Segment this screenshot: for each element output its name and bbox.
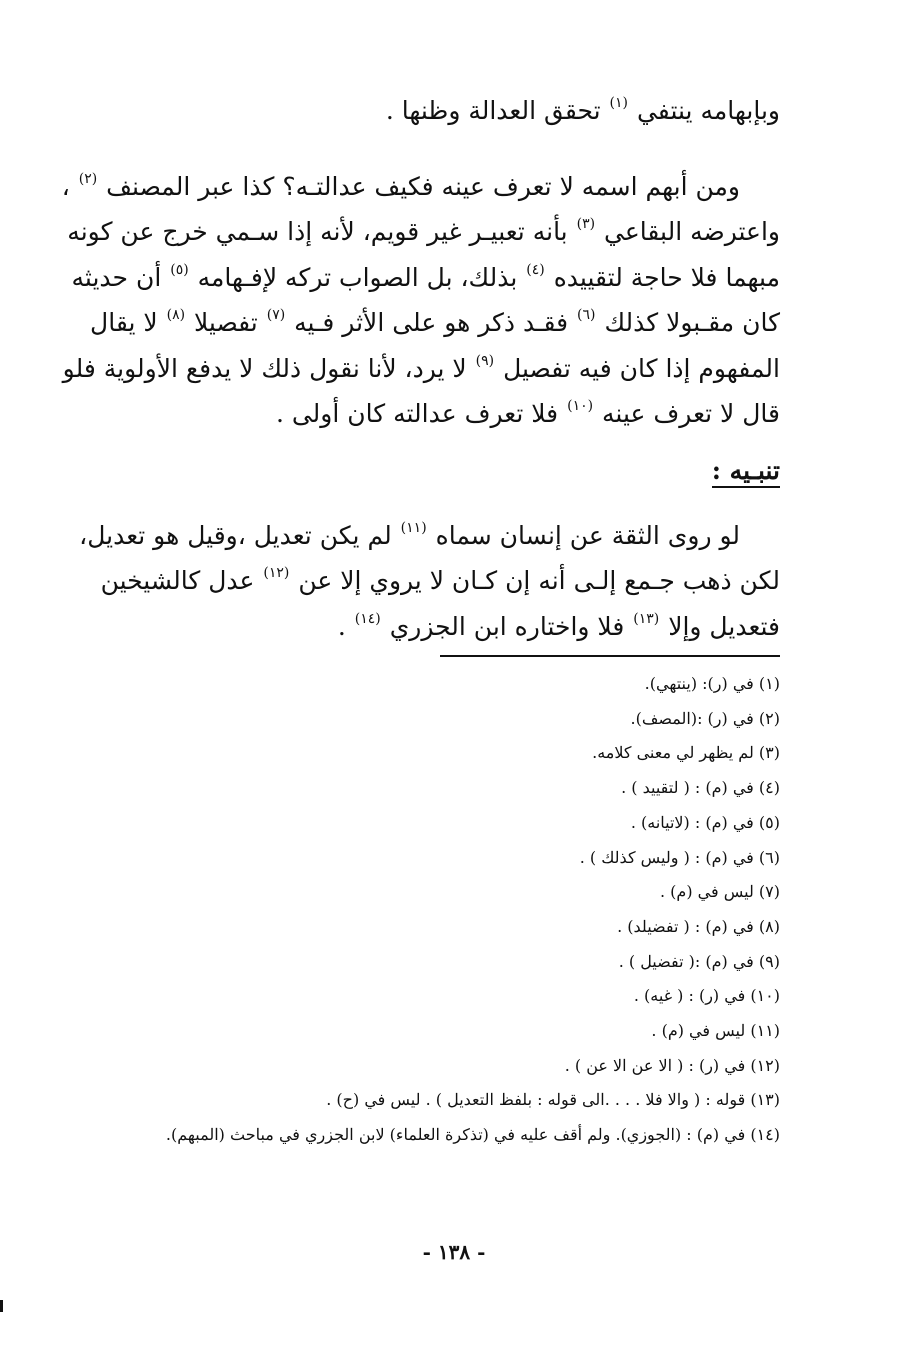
text-segment: لا يرد، لأنا نقول ذلك لا يدفع الأولوية فلو — [62, 353, 467, 383]
footnote-item: (٤) في (م) : ( لتقييد ) . — [621, 778, 780, 798]
page-body — [61, 88, 780, 1153]
text-segment: كان مقـبولا كذلك — [604, 308, 780, 337]
footnote-ref: (١٣) — [633, 610, 660, 627]
scan-edge-mark — [0, 1300, 3, 1312]
text-line — [64, 88, 780, 134]
text-segment: فلا تعرف عدالته كان أولى . — [275, 399, 559, 428]
text-line — [64, 558, 780, 604]
text-segment: فقـد ذكر هو على الأثر فـيه — [294, 308, 569, 337]
text-segment: بذلك، بل الصواب تركه لإفـهامه — [197, 262, 518, 292]
footnote-ref: (٦) — [577, 307, 596, 323]
footnote-item: (٦) في (م) : ( وليس كذلك ) . — [579, 847, 780, 867]
footnote-item: (٧) ليس في (م) . — [660, 882, 780, 902]
text-segment: . — [337, 611, 346, 641]
text-segment: بأنه تعبيـر غير قويم، لأنه إذا سـمي خرج عن كونه — [67, 217, 568, 246]
footnote-item: (١٣) قوله : ( والا فلا . . . .الى قوله : بلفظ التعديل ) . ليس في (ح) . — [326, 1090, 780, 1110]
footnote-item: (١) في (ر): (ينتهي). — [644, 674, 780, 693]
footnote-item: (١١) ليس في (م) . — [651, 1021, 780, 1041]
text-segment: تحقق العدالة وظنها . — [385, 96, 601, 125]
footnote-item: (٨) في (م) : ( تفضيلد) . — [617, 916, 780, 936]
footnote-item: (٩) في (م) :( تفضيل ) . — [618, 951, 780, 971]
footnote-ref: (٥) — [170, 261, 189, 278]
text-segment: وبإبهامه ينتفي — [636, 96, 780, 125]
page-number: - ١٣٨ - — [422, 1240, 486, 1264]
footnote-item: (٥) في (م) : (لاتيانه) . — [630, 812, 780, 832]
text-line — [61, 164, 780, 210]
footnote-ref: (٨) — [166, 307, 186, 323]
text-line — [64, 513, 780, 559]
footnote-ref: (٣) — [576, 216, 596, 232]
text-segment: فتعديل وإلا — [668, 611, 780, 641]
paragraph-1 — [64, 88, 780, 134]
footnote-ref: (٧) — [266, 307, 286, 323]
footnote-ref: (١١) — [400, 519, 427, 536]
text-segment: عدل كالشيخين — [100, 566, 255, 595]
text-segment: قال لا تعرف عينه — [602, 399, 780, 428]
footnote-item: (٢) في (ر) :(المصف). — [630, 708, 780, 728]
text-segment: لا يقال — [90, 308, 158, 337]
text-line — [64, 209, 780, 255]
footnote-list — [64, 667, 780, 1153]
text-line — [64, 391, 780, 437]
footnote-ref: (١) — [609, 95, 629, 111]
footnote-divider — [440, 655, 780, 657]
paragraph-3 — [64, 513, 780, 650]
section-heading — [64, 451, 780, 491]
text-segment: فلا واختاره ابن الجزري — [389, 611, 625, 641]
text-segment: لو روى الثقة عن إنسان سماه — [435, 520, 740, 550]
text-line — [64, 255, 780, 301]
footnote-ref: (٤) — [526, 261, 545, 278]
heading-text: تنبـيه : — [712, 456, 780, 488]
text-segment: ، — [61, 171, 70, 201]
text-segment: تفصيلا — [194, 308, 258, 337]
footnote-ref: (١٤) — [354, 610, 381, 627]
footnote-item: (١٤) في (م) : (الجوزي). ولم أقف عليه في (تذكرة العلماء) لابن الجزري في مباحث (المبهم). — [165, 1125, 780, 1145]
text-segment: لكن ذهب جـمع إلـى أنه إن كـان لا يروي إلا عن — [298, 566, 780, 595]
footnote-ref: (١٢) — [263, 565, 290, 581]
text-line — [64, 604, 780, 650]
footnote-ref: (١٠) — [567, 398, 594, 414]
footnote-item: (١٠) في (ر) : ( غيه) . — [633, 986, 780, 1006]
text-segment: المفهوم إذا كان فيه تفصيل — [503, 353, 780, 383]
text-segment: واعترضه البقاعي — [604, 217, 780, 246]
footnote-ref: (٩) — [475, 352, 495, 369]
text-segment: مبهما فلا حاجة لتقييده — [553, 262, 780, 292]
text-line — [64, 300, 780, 346]
footnote-item: (١٢) في (ر) : ( الا عن الا عن ) . — [564, 1055, 780, 1075]
text-segment: لم يكن تعديل ،وقيل هو تعديل، — [79, 520, 392, 550]
text-line — [64, 346, 780, 392]
paragraph-2 — [61, 164, 780, 437]
text-segment: ومن أبهم اسمه لا تعرف عينه فكيف عدالتـه؟ كذا عبر المصنف — [106, 171, 740, 201]
footnote-item: (٣) لم يظهر لي معنى كلامه. — [592, 743, 780, 763]
text-segment: أن حديثه — [71, 262, 162, 292]
footnote-ref: (٢) — [78, 170, 98, 187]
